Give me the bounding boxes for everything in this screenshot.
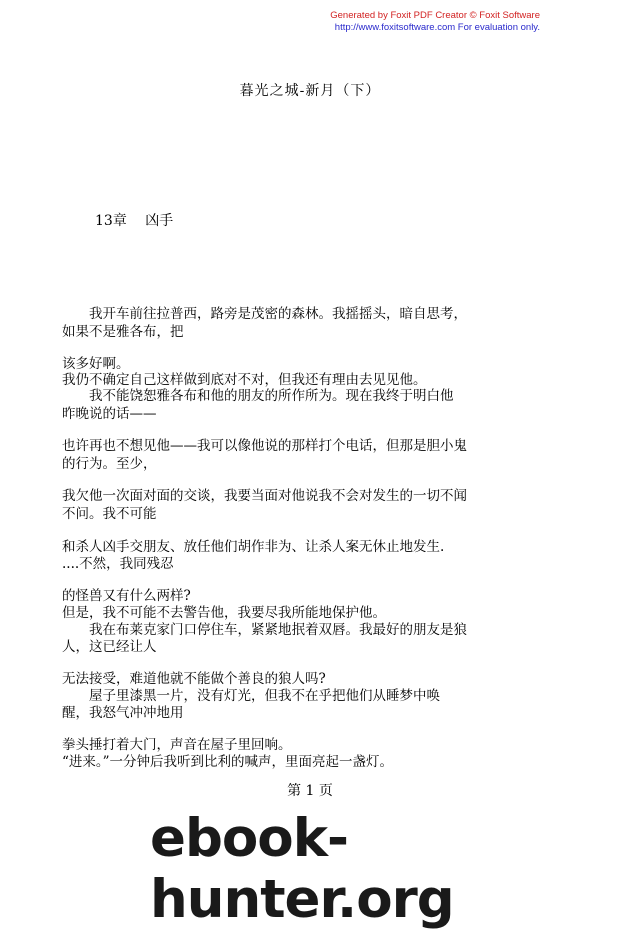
chapter-heading: 13章 凶手 [95, 213, 174, 229]
text-line: 的怪兽又有什么两样? [62, 588, 191, 604]
page-number: 第 1 页 [287, 783, 333, 799]
text-line: 但是，我不可能不去警告他，我要尽我所能地保护他。 [62, 605, 386, 621]
text-line: 不问。我不可能 [62, 506, 157, 522]
text-line: 我不能饶恕雅各布和他的朋友的所作所为。现在我终于明白他 [62, 388, 454, 404]
foxit-generator-notice [300, 10, 540, 34]
text-line: 的行为。至少， [62, 456, 157, 472]
book-title: 暮光之城-新月（下） [239, 83, 381, 99]
text-line: 我欠他一次面对面的交谈，我要当面对他说我不会对发生的一切不闻 [62, 488, 467, 504]
text-line: ....不然，我同残忍 [62, 556, 174, 572]
text-line: “进来。”一分钟后我听到比利的喊声，里面亮起一盏灯。 [62, 754, 394, 770]
text-line: 拳头捶打着大门，声音在屋子里回响。 [62, 737, 292, 753]
text-line: 醒，我怒气冲冲地用 [62, 705, 184, 721]
text-line: 昨晚说的话—— [62, 406, 157, 422]
text-line: 我在布莱克家门口停住车，紧紧地抿着双唇。我最好的朋友是狼 [62, 622, 467, 638]
text-line: 屋子里漆黑一片，没有灯光，但我不在乎把他们从睡梦中唤 [62, 688, 440, 704]
text-line: 也许再也不想见他——我可以像他说的那样打个电话，但那是胆小鬼 [62, 438, 467, 454]
text-line: 人，这已经让人 [62, 639, 157, 655]
text-line: 该多好啊。 [62, 356, 130, 372]
watermark-logo: ebook-hunter.org [150, 808, 454, 930]
text-line: 和杀人凶手交朋友、放任他们胡作非为、让杀人案无休止地发生. [62, 539, 445, 555]
text-line: 如果不是雅各布，把 [62, 324, 184, 340]
generator-line-1: Generated by Foxit PDF Creator © Foxit Software [330, 10, 540, 21]
text-line: 无法接受，难道他就不能做个善良的狼人吗? [62, 671, 326, 687]
generator-line-2: http://www.foxitsoftware.com For evaluation only. [334, 22, 540, 33]
text-line: 我仍不确定自己这样做到底对不对，但我还有理由去见见他。 [62, 372, 427, 388]
text-line: 我开车前往拉普西，路旁是茂密的森林。我摇摇头，暗自思考， [62, 306, 467, 322]
